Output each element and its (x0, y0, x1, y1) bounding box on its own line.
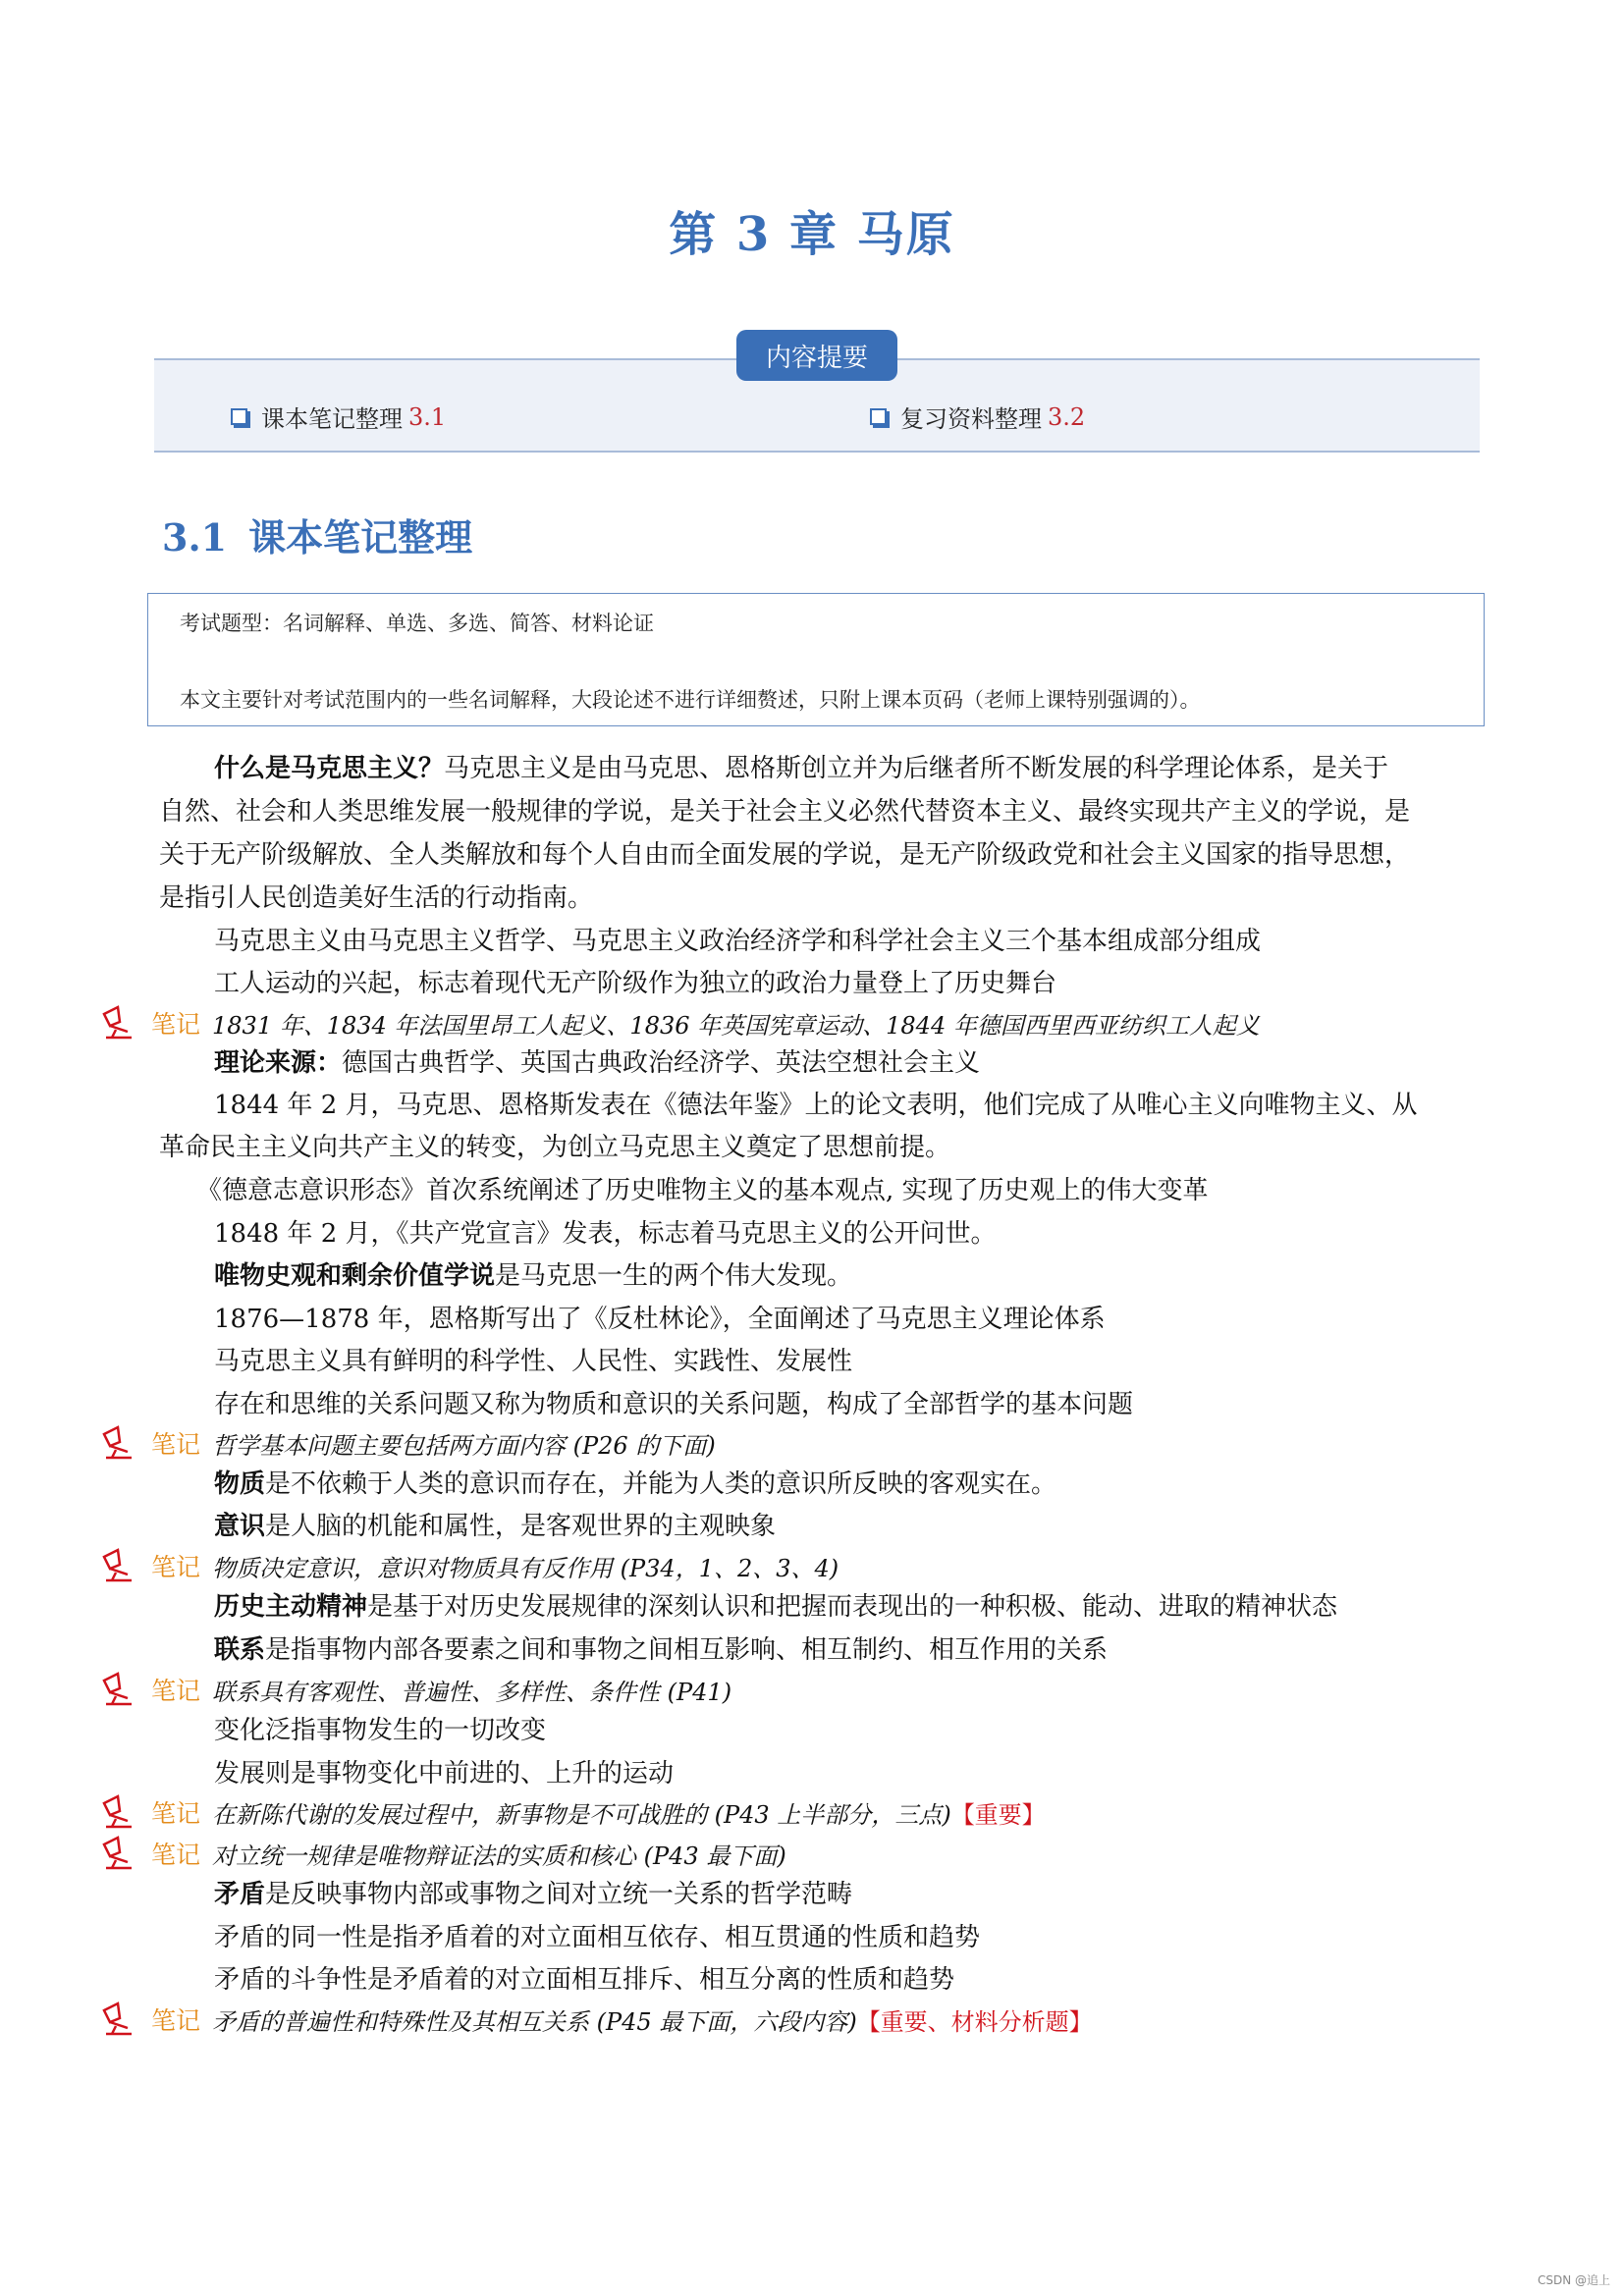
paragraph-line: 变化泛指事物发生的一切改变 (214, 1716, 547, 1745)
paragraph-line: 1876—1878 年，恩格斯写出了《反杜林论》，全面阐述了马克思主义理论体系 (214, 1305, 1106, 1334)
paragraph-line: 发展则是事物变化中前进的、上升的运动 (214, 1759, 675, 1789)
paragraph-line: 1848 年 2 月，《共产党宣言》发表，标志着马克思主义的公开问世。 (214, 1219, 997, 1249)
note-pen-icon (98, 1002, 139, 1043)
paragraph-line: 矛盾是反映事物内部或事物之间对立统一关系的哲学范畴 (214, 1880, 853, 1909)
toc-label: 课本笔记整理 (261, 405, 403, 433)
chapter-title: 第 3 章 马原 (669, 207, 955, 262)
paragraph-line: 理论来源：德国古典哲学、英国古典政治经济学、英法空想社会主义 (214, 1048, 981, 1078)
note-label: 笔记 (151, 2006, 201, 2035)
toc-item-3-2[interactable] (870, 400, 1085, 434)
note-label: 笔记 (151, 1553, 201, 1581)
toc-num: 3.2 (1048, 402, 1086, 431)
checkbox-icon (231, 408, 247, 425)
note-label: 笔记 (151, 1430, 201, 1459)
note-text: 联系具有客观性、普遍性、多样性、条件性 (P41) (212, 1678, 732, 1706)
paragraph-line: 《德意志意识形态》首次系统阐述了历史唯物主义的基本观点, 实现了历史观上的伟大变革 (196, 1176, 1209, 1205)
toc-label: 复习资料整理 (900, 405, 1042, 433)
note-row (98, 1005, 1260, 1041)
paragraph-line: 什么是马克思主义？马克思主义是由马克思、恩格斯创立并为后继者所不断发展的科学理论体系，是关于 (214, 754, 1389, 783)
paragraph-line: 革命民主主义向共产主义的转变，为创立马克思主义奠定了思想前提。 (159, 1133, 951, 1162)
paragraph-line: 是指引人民创造美好生活的行动指南。 (159, 883, 594, 913)
note-pen-icon (98, 1999, 139, 2040)
paragraph-line: 存在和思维的关系问题又称为物质和意识的关系问题，构成了全部哲学的基本问题 (214, 1390, 1134, 1419)
exam-types: 考试题型：名词解释、单选、多选、简答、材料论证 (180, 612, 654, 635)
section-title: 课本笔记整理 (248, 515, 473, 560)
note-text: 哲学基本问题主要包括两方面内容 (P26 的下面) (212, 1431, 716, 1460)
important-tag: 【重要】 (950, 1800, 1046, 1829)
exam-info-box (147, 593, 1485, 726)
toc-item-3-1[interactable] (231, 400, 446, 434)
summary-badge: 内容提要 (736, 330, 897, 381)
toc-num: 3.1 (408, 402, 447, 431)
checkbox-icon (870, 408, 887, 425)
important-tag: 【重要、材料分析题】 (856, 2007, 1093, 2036)
note-label: 笔记 (151, 1677, 201, 1705)
note-row (98, 1672, 731, 1707)
paragraph-line: 马克思主义由马克思主义哲学、马克思主义政治经济学和科学社会主义三个基本组成部分组成 (214, 927, 1262, 956)
paragraph-line: 自然、社会和人类思维发展一般规律的学说，是关于社会主义必然代替资本主义、最终实现共产主义的学说，是 (159, 797, 1411, 827)
note-row (98, 1548, 839, 1583)
paragraph-line: 马克思主义具有鲜明的科学性、人民性、实践性、发展性 (214, 1347, 853, 1376)
paragraph-line: 关于无产阶级解放、全人类解放和每个人自由而全面发展的学说，是无产阶级政党和社会主义国家的指导思想， (159, 840, 1411, 870)
note-pen-icon (98, 1833, 139, 1874)
note-row (98, 1425, 716, 1461)
note-row (98, 2002, 1093, 2037)
note-label: 笔记 (151, 1010, 201, 1039)
section-number: 3.1 (162, 515, 228, 560)
note-pen-icon (98, 1422, 139, 1464)
note-pen-icon (98, 1545, 139, 1586)
note-text: 1831 年、1834 年法国里昂工人起义、1836 年英国宪章运动、1844 年德国西里西亚纺织工人起义 (212, 1011, 1260, 1040)
note-text: 矛盾的普遍性和特殊性及其相互关系 (P45 最下面，六段内容) (212, 2007, 857, 2036)
note-text: 在新陈代谢的发展过程中，新事物是不可战胜的 (P43 上半部分，三点) (212, 1800, 951, 1829)
watermark: CSDN @追上 (1537, 2273, 1610, 2287)
paragraph-line: 唯物史观和剩余价值学说是马克思一生的两个伟大发现。 (214, 1261, 853, 1291)
paragraph-line: 1844 年 2 月，马克思、恩格斯发表在《德法年鉴》上的论文表明，他们完成了从唯心主义向唯物主义、从 (214, 1091, 1418, 1120)
note-row (98, 1836, 786, 1871)
note-label: 笔记 (151, 1799, 201, 1828)
paragraph-line: 物质是不依赖于人类的意识而存在，并能为人类的意识所反映的客观实在。 (214, 1469, 1057, 1499)
section-heading (162, 507, 472, 561)
note-pen-icon (98, 1791, 139, 1833)
note-pen-icon (98, 1669, 139, 1710)
paragraph-line: 意识是人脑的机能和属性，是客观世界的主观映象 (214, 1512, 777, 1541)
paragraph-line: 工人运动的兴起，标志着现代无产阶级作为独立的政治力量登上了历史舞台 (214, 969, 1057, 998)
note-row (98, 1794, 1046, 1830)
paragraph-line: 历史主动精神是基于对历史发展规律的深刻认识和把握而表现出的一种积极、能动、进取的精神状态 (214, 1592, 1338, 1622)
note-text: 对立统一规律是唯物辩证法的实质和核心 (P43 最下面) (212, 1842, 786, 1870)
paragraph-line: 联系是指事物内部各要素之间和事物之间相互影响、相互制约、相互作用的关系 (214, 1635, 1109, 1665)
exam-description: 本文主要针对考试范围内的一些名词解释，大段论述不进行详细赘述，只附上课本页码（老师上课特别强调的）。 (180, 688, 1201, 712)
note-text: 物质决定意识，意识对物质具有反作用 (P34，1、2、3、4) (212, 1554, 839, 1582)
paragraph-line: 矛盾的斗争性是矛盾着的对立面相互排斥、相互分离的性质和趋势 (214, 1965, 955, 1995)
paragraph-line: 矛盾的同一性是指矛盾着的对立面相互依存、相互贯通的性质和趋势 (214, 1923, 981, 1952)
note-label: 笔记 (151, 1841, 201, 1869)
